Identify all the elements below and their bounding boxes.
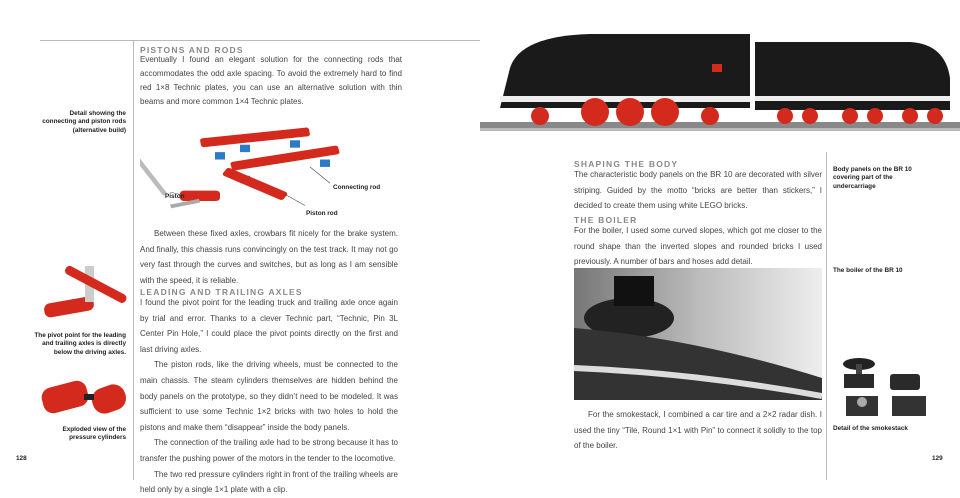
paragraph: The connection of the trailing axle had to be strong because it has to transfer the pushing power of the motors in the tender to the locomotive. <box>140 438 398 463</box>
smokestack-image <box>834 350 934 422</box>
label-connecting-rod: Connecting rod <box>333 184 381 191</box>
heading-pistons-and-rods: PISTONS AND RODS <box>140 45 244 55</box>
caption-exploded: Exploded view of the pressure cylinders <box>62 426 126 442</box>
page-number-right: 129 <box>932 455 943 462</box>
paragraph-body <box>574 167 822 214</box>
paragraph-brakes <box>140 226 398 288</box>
label-piston: Piston <box>165 193 185 200</box>
caption-detail-rods: Detail showing the connecting and piston rods (alternative build) <box>42 110 126 134</box>
top-rule-left <box>40 40 480 41</box>
paragraphs-axles <box>140 295 398 498</box>
paragraph: The characteristic body panels on the BR 10 are decorated with silver striping. Guided by the motto “bricks are better than stickers,” I decided to create them using white LEGO bricks. <box>574 170 822 211</box>
page-number-left: 128 <box>16 455 27 462</box>
pressure-cylinders-image <box>40 372 130 422</box>
heading-shaping-the-body: SHAPING THE BODY <box>574 159 679 169</box>
paragraph: For the boiler, I used some curved slopes, which got me closer to the round shape than the inverted slopes and rounded bricks I used previously. A number of bars and hoses add detail. <box>574 226 822 267</box>
piston-rods-diagram <box>140 124 370 224</box>
locomotive-photo <box>480 28 960 143</box>
margin-rule-right <box>826 152 827 480</box>
paragraph-pistons <box>140 53 402 109</box>
heading-leading-trailing-axles: LEADING AND TRAILING AXLES <box>140 287 303 297</box>
paragraph: For the smokestack, I combined a car tire and a 2×2 radar dish. I used the tiny “Tile, Round 1×1 with Pin” to connect it solidly to the top of the boiler. <box>574 410 822 451</box>
paragraph: Between these fixed axles, crowbars fit nicely for the brake system. And finally, this chassis runs convincingly on the test track. It may not go very fast through the curves and switches, but as long as I am sensible with the speed, it is reliable. <box>140 229 398 285</box>
paragraph-boiler <box>574 223 822 270</box>
paragraph: The two red pressure cylinders right in front of the trailing wheels are held only by a single 1×1 plate with a clip. <box>140 469 398 495</box>
caption-boiler: The boiler of the BR 10 <box>833 267 903 274</box>
caption-body-panels: Body panels on the BR 10 covering part of the undercarriage <box>833 166 912 190</box>
caption-pivot: The pivot point for the leading and trailing axles is directly below the driving axles. <box>34 332 126 356</box>
heading-the-boiler: THE BOILER <box>574 215 638 225</box>
paragraph-smokestack <box>574 407 822 454</box>
pivot-point-image <box>40 262 130 326</box>
paragraph: The piston rods, like the driving wheels, must be connected to the main chassis. The steam cylinders themselves are hidden behind the body panels on the prototype, so they didn’t need to be modeled. It was sufficient to use some Technic 1×2 bricks with two holes to hold the pistons and make them “disappear” inside the body panels. <box>140 360 398 432</box>
paragraph: I found the pivot point for the leading truck and trailing axle once again by trial and error. Thanks to a clever Technic part, “Technic, Pin 3L Center Pin Hole,” I could place the pivot points directly on the first and last driving axles. <box>140 298 398 354</box>
boiler-photo <box>574 268 822 400</box>
label-piston-rod: Piston rod <box>306 210 338 217</box>
margin-rule-left <box>133 40 134 480</box>
caption-smokestack: Detail of the smokestack <box>833 425 908 432</box>
paragraph: Eventually I found an elegant solution for the connecting rods that accommodates the odd axle spacing. To avoid the extremely hard to find red 1×8 Technic plates, you can use an alternative solution with thin beams and more common 1×4 Technic plates. <box>140 55 402 106</box>
